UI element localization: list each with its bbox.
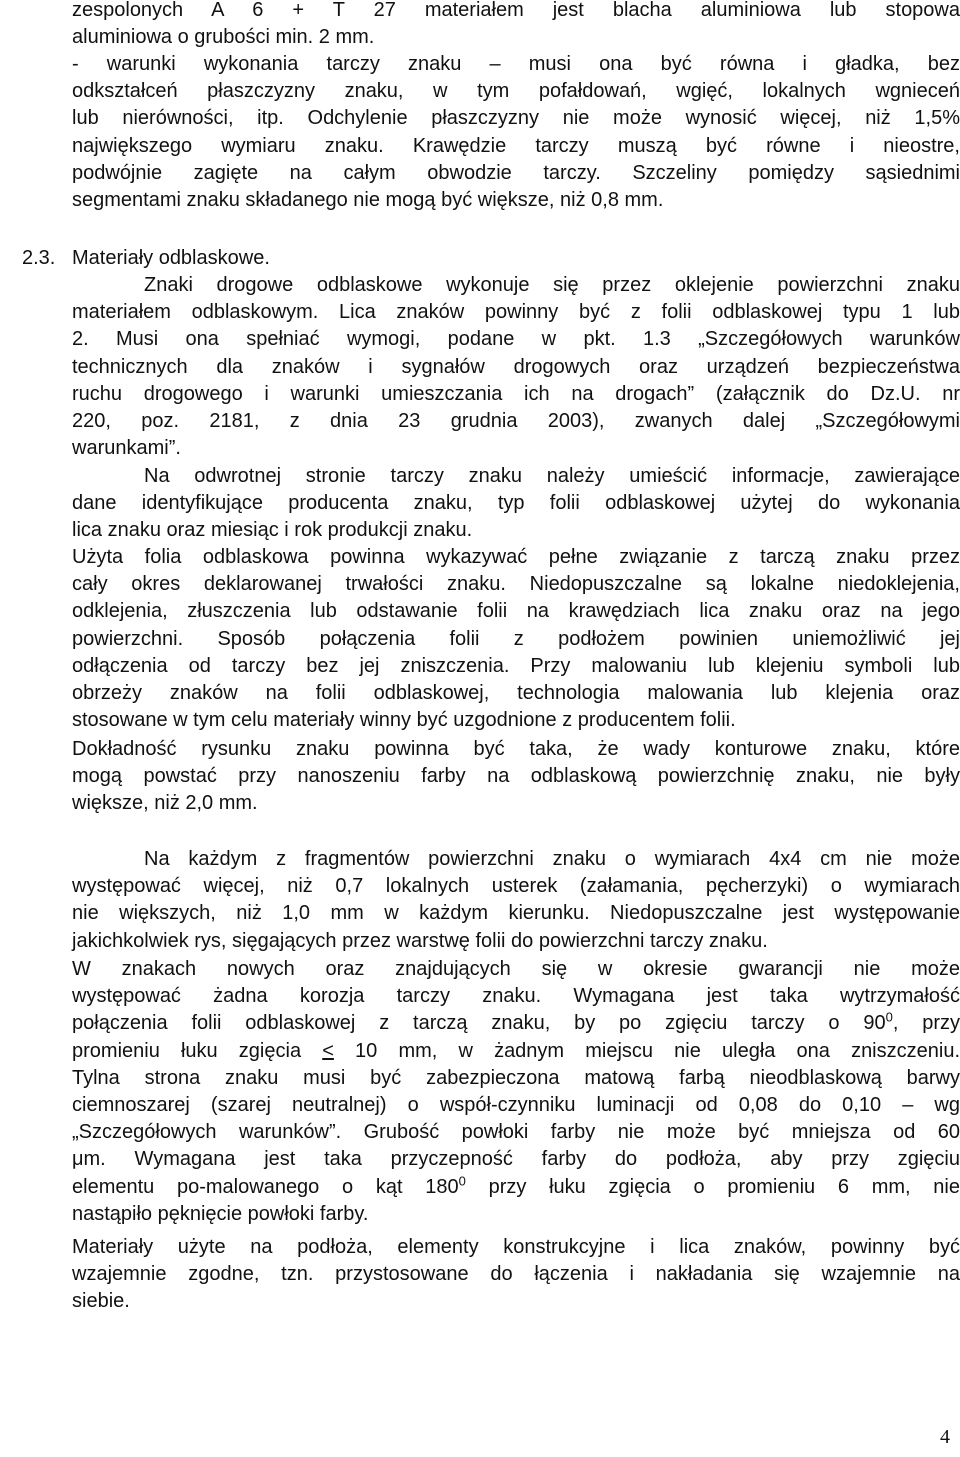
text-line: warunkami”. bbox=[72, 437, 181, 460]
text-line: ruchu drogowego i warunki umieszczania ich na drogach” (załącznik do Dz.U. nr bbox=[72, 382, 960, 405]
text-line: aluminiowa o grubości min. 2 mm. bbox=[72, 26, 375, 49]
section-number: 2.3. bbox=[22, 247, 56, 269]
text-line: Tylna strona znaku musi być zabezpieczona matową farbą nieodblaskową barwy bbox=[72, 1066, 960, 1089]
text-line: największego wymiaru znaku. Krawędzie tarczy muszą być równe i nieostre, bbox=[72, 134, 960, 157]
list-item-plate-conditions bbox=[72, 51, 960, 214]
text-line: stosowane w tym celu materiały winny być uzgodnione z producentem folii. bbox=[72, 709, 736, 732]
text-line: Znaki drogowe odblaskowe wykonuje się przez oklejenie powierzchni znaku bbox=[144, 274, 960, 296]
text-line: technicznych dla znaków i sygnałów drogowych oraz urządzeń bezpieczeństwa bbox=[72, 355, 960, 378]
text-line: występować żadna korozja tarczy znaku. Wymagana jest taka wytrzymałość bbox=[72, 985, 960, 1008]
text-line: Użyta folia odblaskowa powinna wykazywać pełne związanie z tarczą znaku przez bbox=[72, 546, 960, 568]
text-line: μm. Wymagana jest taka przyczepność farby do podłoża, aby przy zgięciu bbox=[72, 1148, 960, 1171]
paragraph-surface-defects bbox=[72, 846, 960, 955]
superscript-degree: 0 bbox=[885, 1009, 893, 1025]
text-line: 2. Musi ona spełniać wymogi, podane w pkt. 1.3 „Szczegółowych warunków bbox=[72, 328, 960, 351]
text-line: 220, poz. 2181, z dnia 23 grudnia 2003), zwanych dalej „Szczegółowymi bbox=[72, 410, 960, 433]
text-line: - warunki wykonania tarczy znaku – musi ona być równa i gładka, bez bbox=[72, 53, 960, 75]
text-line: mogą powstać przy nanoszeniu farby na odblaskową powierzchnię znaku, nie były bbox=[72, 765, 960, 788]
text-line: odłączenia od tarczy bez jej zniszczenia. Przy malowaniu lub klejeniu symboli lub bbox=[72, 654, 960, 677]
text-line: powierzchni. Sposób połączenia folii z podłożem powinien uniemożliwić jej bbox=[72, 627, 960, 650]
text-line: lica znaku oraz miesiąc i rok produkcji znaku. bbox=[72, 519, 473, 542]
text-line: połączenia folii odblaskowej z tarczą znaku, by po zgięciu tarczy o $90^0$, przy bbox=[72, 1009, 960, 1035]
text-line: „Szczegółowych warunków”. Grubość powłoki farby nie może być mniejsza od 60 bbox=[72, 1121, 960, 1144]
text-line: W znakach nowych oraz znajdujących się w okresie gwarancji nie może bbox=[72, 958, 960, 980]
text-line: odkształceń płaszczyzny znaku, w tym pofałdowań, wgięć, lokalnych wgnieceń bbox=[72, 80, 960, 103]
text-line: cały okres deklarowanej trwałości znaku. Niedopuszczalne są lokalne niedoklejenia, bbox=[72, 573, 960, 596]
text-line: ciemnoszarej (szarej neutralnej) o współ-czynniku luminacji od 0,08 do 0,10 – wg bbox=[72, 1094, 960, 1117]
section-title: Materiały odblaskowe. bbox=[72, 247, 270, 269]
page-number: 4 bbox=[940, 1426, 950, 1448]
text-line: Na każdym z fragmentów powierzchni znaku o wymiarach 4x4 cm nie może bbox=[144, 848, 960, 870]
text-line: lub nierówności, itp. Odchylenie płaszczyzny nie może wynosić więcej, niż 1,5% bbox=[72, 107, 960, 130]
superscript-degree: 0 bbox=[458, 1172, 466, 1188]
text-line: odklejenia, złuszczenia lub odstawanie folii na krawędziach lica znaku oraz na jego bbox=[72, 600, 960, 623]
paragraph-back-side-info bbox=[72, 463, 960, 545]
text-line: Na odwrotnej stronie tarczy znaku należy umieścić informacje, zawierające bbox=[144, 465, 960, 487]
text-line: segmentami znaku składanego nie mogą być większe, niż 0,8 mm. bbox=[72, 189, 664, 212]
text-line: nastąpiło pęknięcie powłoki farby. bbox=[72, 1202, 369, 1225]
text-line: wzajemnie zgodne, tzn. przystosowane do łączenia i nakładania się wzajemnie na bbox=[72, 1263, 960, 1286]
paragraph-corrosion-and-coating bbox=[72, 956, 960, 1228]
text-line: materiałem odblaskowym. Lica znaków powinny być z folii odblaskowej typu 1 lub bbox=[72, 301, 960, 324]
text-line: większe, niż 2,0 mm. bbox=[72, 792, 258, 815]
text-line: występować więcej, niż 0,7 lokalnych usterek (załamania, pęcherzyki) o wymiarach bbox=[72, 875, 960, 898]
text-line: obrzeży znaków na folii odblaskowej, technologia malowania lub klejenia oraz bbox=[72, 682, 960, 705]
text-line: nie większych, niż 1,0 mm w każdym kierunku. Niedopuszczalne jest występowanie bbox=[72, 902, 960, 925]
paragraph-material-compatibility bbox=[72, 1234, 960, 1316]
text-line: dane identyfikujące producenta znaku, typ folii odblaskowej użytej do wykonania bbox=[72, 492, 960, 515]
text-line: zespolonych A 6 + T 27 materiałem jest blacha aluminiowa lub stopowa bbox=[72, 0, 960, 21]
paragraph-reflective-signs bbox=[72, 272, 960, 462]
text-line: siebie. bbox=[72, 1290, 130, 1313]
text-line: jakichkolwiek rys, sięgających przez warstwę folii do powierzchni tarczy znaku. bbox=[72, 929, 768, 952]
text-line: podwójnie zagięte na całym obwodzie tarczy. Szczeliny pomiędzy sąsiednimi bbox=[72, 161, 960, 184]
text-line: promieniu łuku zgięcia < 10 mm, w żadnym miejscu nie uległa ona zniszczeniu. bbox=[72, 1039, 960, 1062]
paragraph-foil-bonding bbox=[72, 544, 960, 734]
text-line: Materiały użyte na podłoża, elementy konstrukcyjne i lica znaków, powinny być bbox=[72, 1236, 960, 1258]
paragraph-plate-material bbox=[72, 0, 960, 51]
less-or-equal-sign: < bbox=[322, 1039, 334, 1062]
paragraph-drawing-accuracy bbox=[72, 736, 960, 818]
text-line: Dokładność rysunku znaku powinna być taka, że wady konturowe znaku, które bbox=[72, 738, 960, 760]
text-line: elementu po-malowanego o kąt $180^0$ przy łuku zgięcia o promieniu 6 mm, nie bbox=[72, 1172, 960, 1198]
